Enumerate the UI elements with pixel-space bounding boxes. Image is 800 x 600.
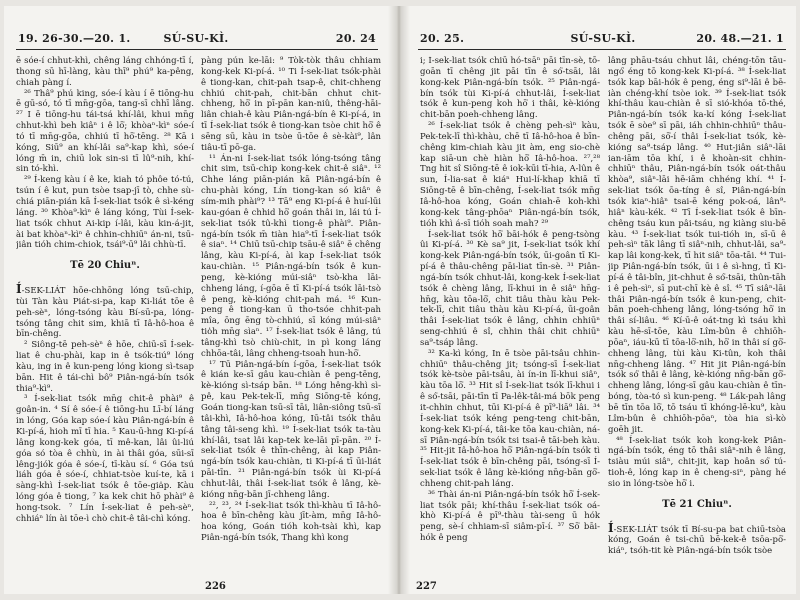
left-header-book-title: SÚ-SU-KÌ. <box>163 32 229 45</box>
right-column-1 <box>420 56 600 578</box>
right-header-book-title: SÚ-SU-KÌ. <box>570 32 636 45</box>
paragraph: Í-sek-liat tsók hō͘ bāi-hók ê peng-tsòng ûi Ki-pí-á. ³⁰ Kè sa⁹ jit, Í-sek-liat tsók khí kong-kek Piân-ngá-bín tsók, ūi-goân tī Ki-pí-á ê thâu-chêng pāi-liat tīn-sè. ³¹ Piân-ngá-bín tsók chhut-lâi, kong-kek Í-sek-liat tsók ê chèng lâng, lī-khui in ê siâⁿ hn̄g-hn̄g, kàu tōa-lō͘, chit tiâu thàu kàu Pek-tek-lī, chit tiâu thàu kàu Ki-pí-á, ūi-goân thâi Í-sek-liat tsók ê lâng, chhin chhiūⁿ seng-chhiú ê sî, chhin thâi chit chhiūⁿ sa⁹-tsáp lâng. <box>420 229 600 348</box>
right-header-rule <box>418 49 786 50</box>
book-gutter <box>388 6 410 594</box>
drop-cap-letter: Í <box>16 282 22 297</box>
left-page <box>4 6 388 594</box>
left-column-2 <box>201 56 381 578</box>
chapter-opening-text: -SEK-LIÁT tsók tī Bí-su-pa bat chiū-tsòa kóng, Goán ê tsi-chū bē-kek-ê tsōa-pō͘-kiáⁿ, tsóh-tit kè Piân-ngá-bín tsók tsòe <box>608 524 786 557</box>
paragraph: ¹¹ Án-ni Í-sek-liat tsók lóng-tsóng tâng chit sim, tsū-chip kong-kek chit-ê siâⁿ. ¹² Chhe láng piān-pián kā Piân-ngá-bín ê chu-phài kóng, Lín tiong-kan só kiâⁿ ê sím-mih phài⁹? ¹³ Tā⁹ eng Ki-pí-á ê huí-lūi kau-góan ê chhid hō͘ goán thâi in, lái tú Í-sek-liat tsók tû-khì tiong-ê phài⁹. Piân-ngá-bín tsók m̄ tiàn hia⁹-tī Í-sek-liat tsók ê siaⁿ. ¹⁴ Chiū tsū-chip tsāu-ê siâⁿ ē chêng lâng, kàu Ki-pí-á, ài kap Í-sek-liat tsók kau-chiàn. ¹⁵ Piân-ngá-bín tsók ê kun-peng, kè-kióng múi-siâⁿ tsò-kha lāi-chheng láng, í-gōa ē tī Ki-pí-á tsók lāi-tsò ê peng, kè-kióng chit-pah má. ¹⁶ Kun-peng ê tiong-kan ū tho-tsóe chhit-pah mîa, ōng ēng tò-chhiú, sī kóng múi-siâⁿ tio̍h mn̄g sìaⁿ. ¹⁷ Í-sek-liat tsók ê lâng, tú tâng-khì tsò chiù-chit, in pì kong láng chhōa-tâi, lâng chheng-tsoah hun-hō͘. <box>201 153 381 359</box>
left-page-number: 226 <box>205 581 226 592</box>
paragraph: ²⁶ Thâ⁹ phú king, sóe-í kàu í ē tiōng-hu ē gū-só, tó tī mn̄g-gōa, tang-sī chhī lâng. ²⁷ I ē tiōng-hu tái-tsá khí-lâi, khui mn̄g chhut-khì beh kiâⁿ i ê lō͘; khòaⁿ-kìⁿ sóe-í tó tī mn̄g-gōa, chhiú tī hō͘-tēng. ²⁸ Kā i kóng, Siū⁹ an khí-lâi sa⁹-kap khì, sóe-í lóng m̄ in, chiū lok sin-si tī lû⁹-nih, khí-sin tó-khì. <box>16 88 194 175</box>
chapter-opening-text: -SEK-LIÁT hōe-chhōng lóng tsū-chip, tùi Tàn kàu Piát-si-pa, kap Ki-liát tōe ê peh-sèⁿ, lóng-tsóng kàu Bí-sū-pa, lóng-tsóng tâng chit sim, khiā tī Iâ-hô-hoa ê bīn-chêng. <box>16 286 194 340</box>
paragraph: pàng pún ke-lāi: ⁹ Tòk-tòk thâu chhiam kong-kek Ki-pí-á. ¹⁰ Ti Í-sek-liat tsók-phài ê tiong-kan, chit-pah tsap-ê, chit-chheng chhiú chit-pah, chit-bān chhut chit-chheng, hō͘ in pī-pān kan-niû, thêng-hāi-liân chiah-ê kàu Piân-ngá-bín ê Ki-pí-á, in tī Í-sek-liat tsók ê tiong-kan tsòe chit hō͘ ê sēng sū, kàu in tsòe ū-tōe ê sè-kài⁹, lân tiâu-tī pō-ga. <box>201 56 381 153</box>
paragraph: ¹⁷ Tū Piân-ngá-bín í-gōa, Í-sek-liat tsók ê kián ke-sī gâu kau-chiàn ê peng-tēng, kè-kióng sì-tsáp bān. ¹⁸ Lóng hêng-khì sì-pê, kau Pek-tek-lī, mn̄g Siōng-tē kóng, Goán tiong-kan tsū-sī tāi, liân-siông tsū-sī tâi-khì, Iâ-hô-hoa kóng, Iū-tâi tsók thâu tâng tâi-seng khì. ¹⁹ Í-sek-liat tsók ta-tàu khí-lâi, tsat lâi kap-tek ke-lāi pī-pān. ²⁰ Í-sek-liat tsók ê thīn-chêng, ài kap Piân-ngá-bín tsók kau-chiàn, ti Ki-pí-á tī ūi-liát pāi-tīn. ²¹ Piân-ngá-bín tsók ùi Ki-pí-á chhut-lâi, thâi Í-sek-liat tsók ê lâng, kè-kióng nn̄g-bān jī-chheng lâng. <box>201 359 381 500</box>
left-column-1 <box>16 56 194 578</box>
chapter-opening-paragraph <box>16 284 194 340</box>
paragraph: ³ Í-sek-liat tsók mn̄g chit-ê phài⁹ ê goân-in. ⁴ Sí ê sóe-í ê tiōng-hu Lī-bí láng in lóng, Góa kap sóe-í kàu Piân-ngá-bín ê Ki-pí-á, hioh mī tī hia. ⁵ Kau-ū-hng Ki-pí-á lâng kong-kek góa, tī mê-kan, lâi ûi-liú góa só tòa ê chhù, in ài thâi góa, sūi-sī lêng-jiók góa ê sóe-í, tī-kàu sí. ⁶ Góa tsú liáh góa ê sóe-í, chhiat-tsòe kuí-te, kā i sàng-khì Í-sek-liat tsók ê tōe-gia̍p. Kàu lóng góa ê tiong, ⁷ ka kek chit hō phài⁹ ê hong-tsok. ⁷ Lín Í-sek-liat ê peh-sèⁿ, chhiáⁿ lín ài tōe-ì chò chit-ê tâi-chì kóng. <box>16 394 194 524</box>
right-page <box>410 6 796 594</box>
right-page-header <box>410 32 796 48</box>
left-header-verse-range: 19. 26-30.—20. 1. <box>18 32 131 45</box>
chapter-opening-paragraph <box>608 520 786 558</box>
right-header-verse-range: 20. 48.—21. 1 <box>696 32 784 45</box>
paragraph: ³⁶ Thài án-ni Piân-ngá-bín tsók hō͘ Í-sek-liat tsók pāi; khí-thâu Í-sek-liat tsók oá-khò Ki-pí-á ê pī⁹-thàu tài-seng ū hók peng, sè-í chhiam-sī siâm-pī-í. ³⁷ Sō͘ bāi-hók ê peng <box>420 489 600 544</box>
right-page-number: 227 <box>416 581 437 592</box>
paragraph: ²², ²³, ²⁴ Í-sek-liat tsók thì-khàu tī Iâ-hô-hoa ê bīn-chêng kàu jīt-àm, mn̄g Iâ-hô-hoa kóng, Goán tióh koh-tsài khì, kap Piân-ngá-bín tsók, Thang khì kong <box>201 500 381 544</box>
right-column-2 <box>608 56 786 578</box>
paragraph: ²⁶ Í-sek-liat tsók ê chèng peh-sìⁿ kàu, Pek-tek-lī thì-khàu, chē tī Iâ-hô-hoa ê bīn-chêng kim-chiah kàu jit àm, eng sio-chè kap siā-un chè hiàn hō͘ Iâ-hô-hoa. ²⁷,²⁸ Tng hit sî Siōng-tē ê iok-kūi tī-hia, A-lûn ê sun, Í-lia-sat ê kiáⁿ Hui-lí-khap khiā tī Siōng-tē ê bīn-chêng, Í-sek-liat tsók mn̄g Iâ-hô-hoa kóng, Goán chiah-ē koh-khì kong-kek tâng-phōaⁿ Piân-ngá-bín tsók, tióh khì á-sī tióh soah mah? ²⁹ <box>420 121 600 229</box>
left-page-header <box>4 32 388 48</box>
chapter-heading: Tē 20 Chiuⁿ. <box>70 260 140 272</box>
paragraph: ²⁹ Í-keng kàu í ê ke, kiah tó phôe tó-tú, tsún í ê kut, pun tsòe tsap-jī tò, chhe sù-chiá piān-pián kā Í-sek-liat tsók ê sì-kéng láng. ³⁰ Khòa⁹-kìⁿ ê láng kóng, Tùi Í-sek-liat tsók chhut Ai-kip í-lâi, kàu kin-á-jit, ài bat khòaⁿ-kìⁿ ê chhin-chhiūⁿ án-ni, tsū-jiân tióh chim-chiok, tsái⁹-ū⁹ lâi chhù-tī. <box>16 175 194 251</box>
paragraph: i; Í-sek-liat tsók chiū hó-tsāⁿ pāi tīn-sè, tō-goān tī chêng jit pāi tīn ê só͘-tsāi, lâi kong-kek Piân-ngá-bín tsók. ²⁵ Piân-ngá-bín tsók tùi Ki-pí-á chhut-lâi, Í-sek-liat tsók ê kun-peng koh hō͘ i thâi, kè-kióng chit-bān poeh-chheng lâng. <box>420 56 600 121</box>
paragraph: lâng phāu-tsáu chhut lâi, chéng-tōn tāu-ngó͘ éng tō kong-kek Ki-pí-á. ³⁸ Í-sek-liat tsók kap bāi-hók ê peng, éng si⁹-lāi ê bē-iàn chéng-khí tsòe iok. ³⁹ Í-sek-liat tsók khí-thâu kau-chiàn ê sī sió-khóa tō-thé, Piân-ngá-bín tsók ka-kí kóng Í-sek-liat tsók ē sòe⁹ sī pāi, iáh chhin-chhiūⁿ thâu-chêng pāi, sō͘-í thâi Í-sek-liat tsók, kè-kióng sa⁹-tsáp lâng. ⁴⁰ Hut-jiân siâⁿ-lāi ian-iām tōa khí, i ê khoàn-sit chhin-chhiūⁿ thâu, Piân-ngá-bín tsók oát-thâu khòa⁹, siâⁿ-lāi hē-iām chhéng khí. ⁴¹ Í-sek-liat tsók ōa-tíng ê sî, Piân-ngá-bín tsók kiaⁿ-hiâⁿ tsai-ē kéng pok-oá, lân⁹-hiâⁿ kàu-kék. ⁴² Tī Í-sek-liat tsók ê bīn-chêng tsáu kun pâi-tsáu, ng kiàng siu-bē kàu. ⁴³ Í-sek-liat tsók tui-tióh in, sī-ū ê peh-sìⁿ tāk lâng tī siâⁿ-nih, chhut-lâi, sa⁹-kap lâi kong-kek, tī hit siâⁿ tōa-tāi. ⁴⁴ Tui-jip Piân-ngá-bín tsók, ūi i ê sì-hng, tī Ki-pí-á ê tâi-bîn, jit-chhut ê só͘-tsāi, thûn-tāh i ê peh-sìⁿ, sī put-chī kè ê sî. ⁴⁵ Tī siâⁿ-lāi thâi Piân-ngá-bín tsók ê kun-peng, chit-bān poeh-chheng lâng, lóng-tsóng hō͘ in thâi sí-liâu. ⁴⁶ Kí-ū-ê oát-tng kì tsáu khì kàu hē-sī-tōe, kàu Lîm-bûn ê chhiōh-pōaⁿ, iáu-kū tī tōa-lō͘-nih, hō͘ in thâi sí gō͘-chheng lâng, tùi kàu Ki-tûn, koh thâi nn̄g-chheng lâng. ⁴⁷ Hit jit Piân-ngá-bín tsók só͘ thâi ê lâng, kè-kióng nn̄g-bān gō͘-chheng lâng, lóng-sī gâu kau-chiàn ê tīn-bóng, tòa-tó sì kun-peng. ⁴⁸ Lák-pah lâng bē tīn tōa lō͘, tō tsáu tī khóng-lē-ku⁹, kàu Lîm-bûn ê chhiōh-pōaⁿ, tòa hia sì-kò goēh jit. <box>608 56 786 435</box>
book-spread <box>4 6 796 594</box>
left-header-verse-end: 20. 24 <box>335 32 376 45</box>
right-header-verse-start: 20. 25. <box>420 32 465 45</box>
paragraph: ē sóe-í chhut-khì, chêng láng chhóng-tī í, thong sū hī-làng, kàu thī⁹ phú⁹ ka-pêng, chiah pàng í. <box>16 56 194 88</box>
paragraph: ³² Ka-kì kóng, In ē tsòe pāi-tsâu chhin-chhiūⁿ thâu-chêng jit; tsóng-sī Í-sek-liat tsók kè-tsòe pāi-tsâu, ài ín-in lī-khui siâⁿ, kàu tōa lō͘. ³³ Hit sî Í-sek-liat tsók lī-khui i ê só͘-tsāi, pāi-tīn tī Pa-lêk-tâi-má bōk peng it-chhin chhut, tūi Ki-pí-á ê pī⁹-liā⁹ lâi. ³⁴ Í-sek-liat tsók kéng peng-teng chit-bān, kong-kek Ki-pí-á, tâi-ke tōa kau-chiàn, ná-sī Piân-ngá-bín tsók tsi tsai-ê tāi-beh kàu. ³⁵ Hit-jit Iâ-hô-hoa hō͘ Piân-ngá-bín tsók tì Í-sek-liat tsók ê bīn-chêng pāi, tsóng-sī Í-sek-liat tsók ê lâng kè-kióng nn̄g-bān gō͘-chheng chit-pah láng. <box>420 348 600 489</box>
chapter-heading: Tē 21 Chiuⁿ. <box>662 498 732 510</box>
left-header-rule <box>16 49 378 50</box>
paragraph: ² Siông-tē peh-sèⁿ ê hōe, chiū-sī Í-sek-liat ê chu-phài, kap in ê tsók-tiú⁹ lóng kàu, ing in ê kun-peng lóng kiong sì-tsap bān. Hit ê tái-chì bô⁹ Piân-ngá-bín tsók thia⁹-kì⁹. <box>16 340 194 394</box>
drop-cap-letter: Í <box>608 520 614 535</box>
paragraph: ⁴⁸ Í-sek-liat tsók koh kong-kek Piân-ngá-bín tsók, éng tō thâi siâⁿ-nih ê lâng, tsiàu múi siâⁿ, chit-jit, kap hoân só͘ tú-tioh-ê, lóng kap in ê cheng-siⁿ, pàng hé sio in lóng-tsòe hō͘ i. <box>608 435 786 489</box>
